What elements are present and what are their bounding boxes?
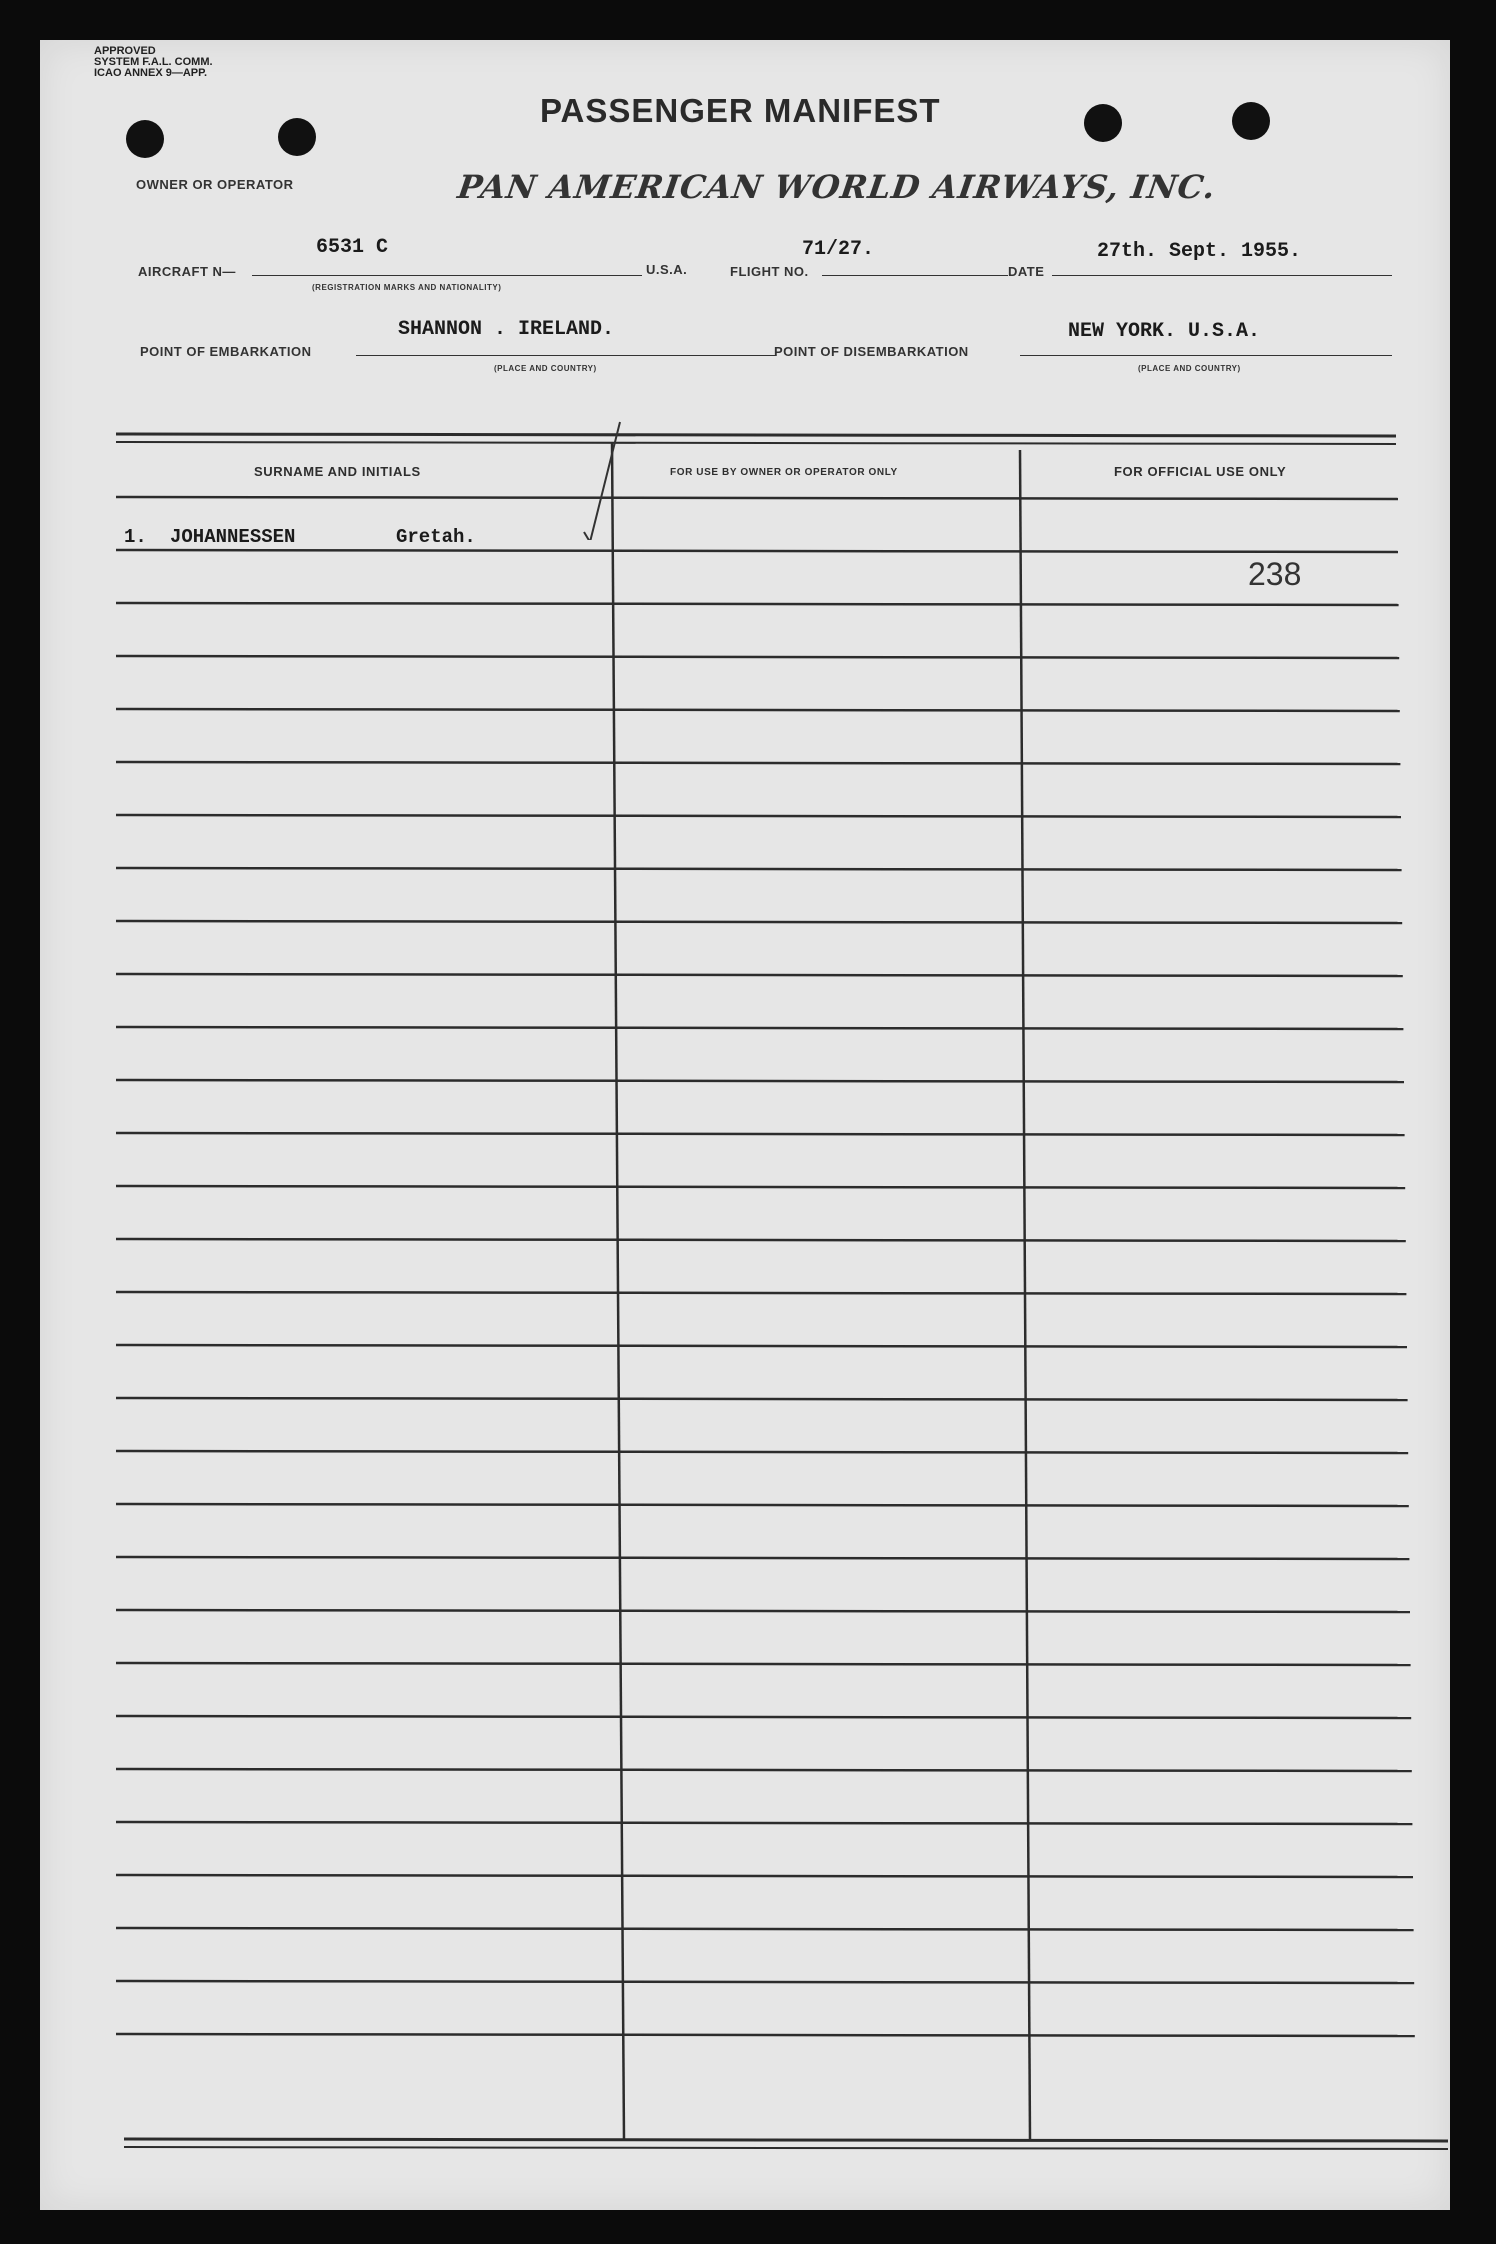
column-header-surname: SURNAME AND INITIALS xyxy=(254,464,421,479)
row-rule xyxy=(116,603,1399,605)
row-rule xyxy=(116,1769,1412,1771)
disembark-caption: (PLACE AND COUNTRY) xyxy=(1138,364,1241,373)
row-rule xyxy=(116,1928,1414,1930)
column-header-official: FOR OFFICIAL USE ONLY xyxy=(1114,464,1287,479)
row-rule xyxy=(116,1875,1413,1877)
row-rule xyxy=(116,1398,1408,1400)
date-value: 27th. Sept. 1955. xyxy=(1097,240,1302,263)
row-rule xyxy=(116,1239,1406,1241)
row-rule xyxy=(116,974,1403,976)
header-bottom-rule xyxy=(116,497,1398,499)
disembark-label: POINT OF DISEMBARKATION xyxy=(774,344,969,359)
row-rule xyxy=(116,921,1402,923)
passenger-given-name: Gretah. xyxy=(396,526,476,548)
row-rule xyxy=(116,762,1400,764)
row-rule xyxy=(116,815,1401,817)
row-rule xyxy=(116,1451,1408,1453)
row-rule xyxy=(116,868,1402,870)
table-bottom-rule xyxy=(124,2147,1448,2149)
row-rule xyxy=(116,1133,1405,1135)
official-number: 238 xyxy=(1248,556,1302,592)
page-title: PASSENGER MANIFEST xyxy=(540,92,941,129)
usa-label: U.S.A. xyxy=(646,262,688,277)
aircraft-value: 6531 C xyxy=(316,236,389,259)
row-rule xyxy=(116,550,1398,552)
table-top-rule xyxy=(116,434,1396,436)
embark-value: SHANNON . IRELAND. xyxy=(398,318,615,341)
row-rule xyxy=(116,1822,1412,1824)
table-top-rule xyxy=(116,442,1396,444)
owner-label: OWNER OR OPERATOR xyxy=(136,177,294,192)
row-rule xyxy=(116,1186,1405,1188)
row-rule xyxy=(116,1716,1411,1718)
row-rule xyxy=(116,709,1400,711)
owner-value: PAN AMERICAN WORLD AIRWAYS, INC. xyxy=(455,168,1219,206)
table-bottom-rule xyxy=(124,2139,1448,2141)
row-rule xyxy=(116,1292,1406,1294)
row-rule xyxy=(116,1557,1409,1559)
flight-label: FLIGHT NO. xyxy=(730,264,809,279)
row-rule xyxy=(116,1080,1404,1082)
approval-line: SYSTEM F.A.L. COMM. xyxy=(94,56,213,68)
row-rule xyxy=(116,1981,1414,1983)
column-header-operator: FOR USE BY OWNER OR OPERATOR ONLY xyxy=(670,467,898,478)
column-divider xyxy=(1020,450,1030,2140)
row-number: 1. xyxy=(124,526,147,548)
approval-line: APPROVED xyxy=(94,45,156,57)
date-label: DATE xyxy=(1008,264,1045,279)
row-rule xyxy=(116,656,1399,658)
row-rule xyxy=(116,2034,1415,2036)
row-rule xyxy=(116,1663,1411,1665)
check-mark-icon xyxy=(582,420,622,540)
row-rule xyxy=(116,1504,1409,1506)
disembark-value: NEW YORK. U.S.A. xyxy=(1068,320,1261,343)
aircraft-label: AIRCRAFT N— xyxy=(138,264,236,279)
embark-caption: (PLACE AND COUNTRY) xyxy=(494,364,597,373)
column-divider xyxy=(612,442,624,2140)
embark-label: POINT OF EMBARKATION xyxy=(140,344,312,359)
row-rule xyxy=(116,1027,1403,1029)
row-rule xyxy=(116,1345,1407,1347)
aircraft-caption: (REGISTRATION MARKS AND NATIONALITY) xyxy=(312,283,502,292)
approval-line: ICAO ANNEX 9—APP. xyxy=(94,67,208,79)
flight-value: 71/27. xyxy=(802,238,875,261)
passenger-surname: JOHANNESSEN xyxy=(170,526,296,548)
row-rule xyxy=(116,1610,1410,1612)
